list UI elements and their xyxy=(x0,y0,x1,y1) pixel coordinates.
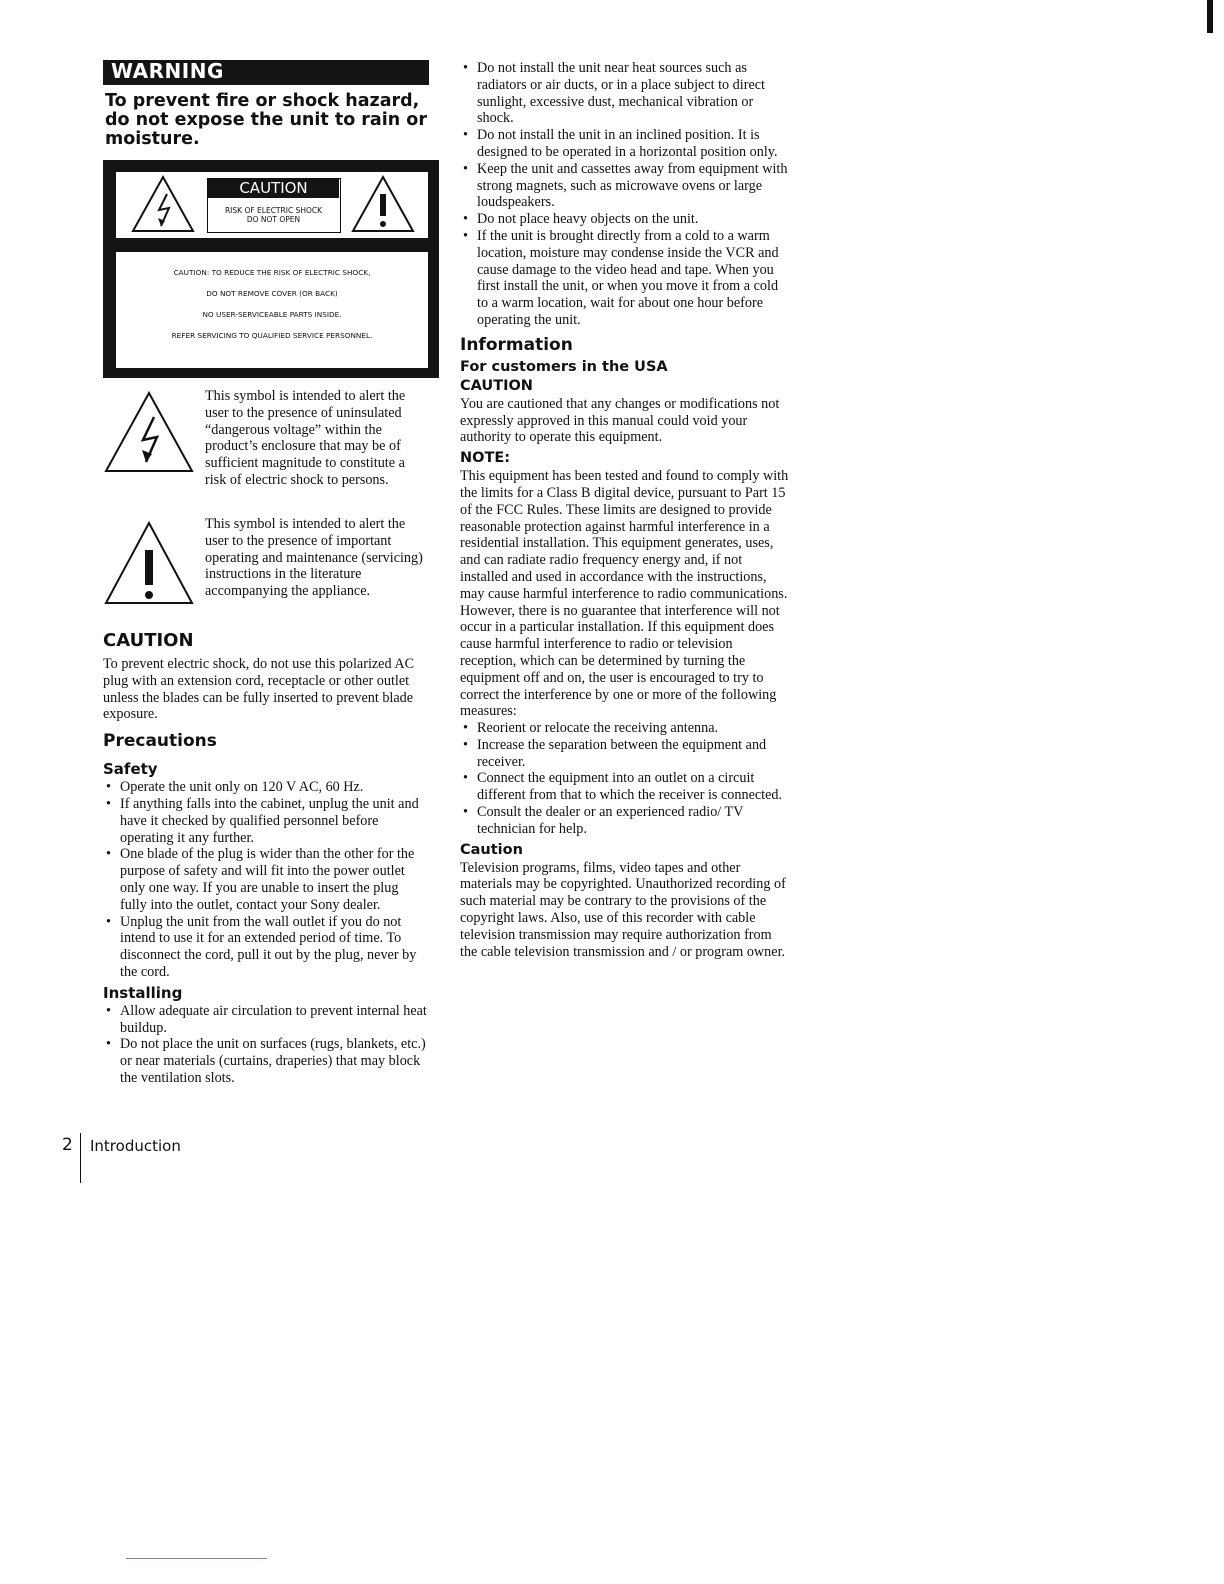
list-item: • One blade of the plug is wider than the other for the purpose of safety and will fit into the power outlet only one way. If you are unable to insert the plug fully into the outlet, contact your Sony dealer. xyxy=(103,846,428,913)
warning-label: WARNING xyxy=(111,59,224,83)
list-item: • Increase the separation between the equipment and receiver. xyxy=(460,737,790,771)
bottom-scan-line xyxy=(126,1558,267,1559)
list-item: • Allow adequate air circulation to prevent internal heat buildup. xyxy=(103,1003,428,1037)
exclamation-symbol-icon xyxy=(103,520,195,606)
measures-list xyxy=(460,720,790,838)
installing-heading: Installing xyxy=(103,983,183,1002)
caution-badge-line: RISK OF ELECTRIC SHOCK xyxy=(224,206,323,215)
page-number: 2 xyxy=(62,1135,73,1155)
caution-badge-title: CAUTION xyxy=(208,179,339,198)
exclamation-warning-icon xyxy=(350,174,416,234)
list-item: • Do not install the unit in an inclined position. It is designed to be operated in a horizontal position only. xyxy=(460,127,790,161)
list-item: • Keep the unit and cassettes away from equipment with strong magnets, such as microwave ovens or large loudspeakers. xyxy=(460,161,790,211)
info-caution-text: You are cautioned that any changes or modifications not expressly approved in this manual could void your authority to operate this equipment. xyxy=(460,395,780,446)
caution-box-line: REFER SERVICING TO QUALIFIED SERVICE PERSONNEL. xyxy=(171,331,373,340)
list-item: • Unplug the unit from the wall outlet if you do not intend to use it for an extended period of time. To disconnect the cord, pull it out by the plug, never by the cord. xyxy=(103,914,428,981)
safety-list xyxy=(103,779,428,981)
caution-box-line: DO NOT REMOVE COVER (OR BACK) xyxy=(206,289,338,298)
note-text: This equipment has been tested and found to comply with the limits for a Class B digital device, pursuant to Part 15 of the FCC Rules. These limits are designed to provide reasonable protection against harmful interference in a residential installation. This equipment generates, uses, and can radiate radio frequency energy and, if not installed and used in accordance with the instructions, may cause harmful interference to radio communications. However, there is no guarantee that interference will not occur in a particular installation. If this equipment does cause harmful interference to radio or television reception, which can be determined by turning the equipment off and on, the user is encouraged to try to correct the interference by one or more of the following measures: xyxy=(460,468,789,720)
lightning-symbol-text: This symbol is intended to alert the user to the presence of uninsulated “dangerous voltage” within the product’s enclosure that may be of sufficient magnitude to constitute a risk of electric shock to persons. xyxy=(205,388,406,488)
caution-heading: CAUTION xyxy=(103,630,194,651)
list-item: • Do not install the unit near heat sources such as radiators or air ducts, or in a place subject to direct sunlight, excessive dust, mechanical vibration or shock. xyxy=(460,60,790,127)
caution-text: To prevent electric shock, do not use this polarized AC plug with an extension cord, receptacle or other outlet unless the blades can be fully inserted to prevent blade exposure. xyxy=(103,656,415,723)
precautions-heading: Precautions xyxy=(103,731,217,752)
note-heading: NOTE: xyxy=(460,450,511,467)
list-item: • Do not place the unit on surfaces (rugs, blankets, etc.) or near materials (curtains, draperies) that may block the ventilation slots. xyxy=(103,1036,428,1086)
list-item: • Consult the dealer or an experienced radio/ TV technician for help. xyxy=(460,804,790,838)
exclamation-symbol-text: This symbol is intended to alert the user to the presence of important operating and maintenance (servicing) instructions in the literature accompanying the appliance. xyxy=(205,516,423,600)
footer-section-title: Introduction xyxy=(90,1137,181,1155)
list-item: • If the unit is brought directly from a cold to a warm location, moisture may condense inside the VCR and cause damage to the video head and tape. When you first install the unit, or when you move it from a cold to a warm location, wait for about one hour before operating the unit. xyxy=(460,228,790,329)
right-column xyxy=(460,60,790,960)
list-item: • Operate the unit only on 120 V AC, 60 Hz. xyxy=(103,779,428,796)
caution-badge-line: DO NOT OPEN xyxy=(246,215,301,224)
list-item: • Connect the equipment into an outlet on a circuit different from that to which the receiver is connected. xyxy=(460,770,790,804)
caution2-text: Television programs, films, video tapes and other materials may be copyrighted. Unauthorized recording of such material may be contrary to the provisions of the copyright laws. Also, use of this recorder with cable television transmission may require authorization from the cable television transmission and / or program owner. xyxy=(460,859,786,960)
safety-heading: Safety xyxy=(103,760,158,779)
left-column-lower xyxy=(103,630,428,1087)
footer-divider xyxy=(80,1133,81,1183)
lightning-warning-icon xyxy=(130,174,196,234)
installing-list-left xyxy=(103,1003,428,1087)
lightning-symbol-explanation xyxy=(103,388,428,489)
info-caution-heading: CAUTION xyxy=(460,377,533,394)
lightning-symbol-icon xyxy=(103,390,195,474)
caution-box-line: CAUTION: TO REDUCE THE RISK OF ELECTRIC SHOCK, xyxy=(173,268,371,277)
exclamation-symbol-explanation xyxy=(103,516,428,606)
caution2-heading: Caution xyxy=(460,841,523,858)
installing-list-right xyxy=(460,60,790,329)
list-item: • Reorient or relocate the receiving antenna. xyxy=(460,720,790,737)
caution-box-line: NO USER-SERVICEABLE PARTS INSIDE. xyxy=(202,310,342,319)
warning-heading: To prevent fire or shock hazard, do not expose the unit to rain or moisture. xyxy=(105,91,427,149)
margin-mark xyxy=(1207,0,1213,33)
information-heading: Information xyxy=(460,334,573,355)
usa-heading: For customers in the USA xyxy=(460,358,668,375)
list-item: • If anything falls into the cabinet, unplug the unit and have it checked by qualified personnel before operating it any further. xyxy=(103,796,428,846)
list-item: • Do not place heavy objects on the unit. xyxy=(460,211,790,228)
